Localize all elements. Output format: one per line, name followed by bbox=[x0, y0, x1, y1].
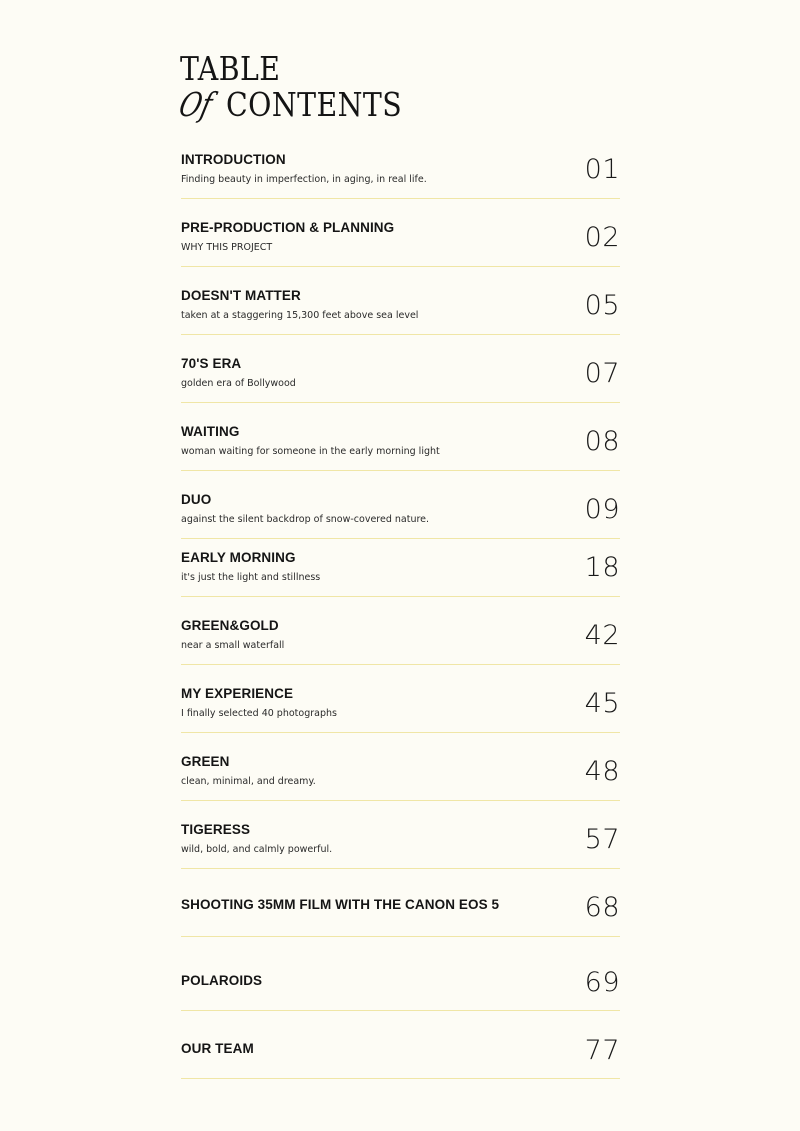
toc-entry-page-number: 69 bbox=[584, 967, 620, 998]
toc-entry-our-team[interactable] bbox=[181, 1034, 620, 1079]
toc-entry-shooting-35mm[interactable] bbox=[181, 890, 620, 937]
toc-entry-duo[interactable] bbox=[181, 492, 620, 539]
toc-entry-heading: EARLY MORNING bbox=[181, 550, 296, 565]
toc-entry-heading: PRE-PRODUCTION & PLANNING bbox=[181, 220, 395, 235]
title-line-contents bbox=[175, 85, 480, 124]
toc-entry-heading: MY EXPERIENCE bbox=[181, 686, 294, 701]
toc-entry-heading: GREEN&GOLD bbox=[181, 618, 279, 633]
toc-entry-page-number: 02 bbox=[584, 222, 620, 253]
toc-entry-pre-production[interactable] bbox=[181, 220, 620, 267]
toc-entry-page-number: 07 bbox=[584, 358, 620, 389]
toc-entry-heading: TIGERESS bbox=[181, 822, 251, 837]
toc-entry-heading: 70'S ERA bbox=[181, 356, 242, 371]
toc-entry-doesnt-matter[interactable] bbox=[181, 288, 620, 335]
toc-entry-subtitle: WHY THIS PROJECT bbox=[181, 242, 273, 253]
toc-entry-heading: OUR TEAM bbox=[181, 1041, 254, 1056]
toc-entry-page-number: 18 bbox=[584, 552, 620, 583]
title-contents-word: CONTENTS bbox=[226, 85, 403, 124]
toc-entry-page-number: 68 bbox=[584, 892, 620, 923]
toc-entry-page-number: 45 bbox=[584, 688, 620, 719]
toc-entry-heading: DUO bbox=[181, 492, 212, 507]
toc-entry-subtitle: woman waiting for someone in the early morning light bbox=[181, 446, 440, 457]
toc-entry-heading: DOESN'T MATTER bbox=[181, 288, 301, 303]
toc-entry-page-number: 77 bbox=[584, 1035, 620, 1066]
toc-entry-green[interactable] bbox=[181, 754, 620, 801]
toc-entry-subtitle: I finally selected 40 photographs bbox=[181, 708, 337, 719]
toc-entry-subtitle: near a small waterfall bbox=[181, 640, 285, 651]
toc-entry-page-number: 08 bbox=[584, 426, 620, 457]
toc-entry-polaroids[interactable] bbox=[181, 966, 620, 1011]
toc-entry-page-number: 05 bbox=[584, 290, 620, 321]
toc-entry-page-number: 09 bbox=[584, 494, 620, 525]
toc-entry-heading: SHOOTING 35MM FILM WITH THE CANON EOS 5 bbox=[181, 897, 500, 912]
toc-entry-heading: INTRODUCTION bbox=[181, 152, 286, 167]
title-of-script: Of bbox=[175, 85, 217, 124]
toc-entry-waiting[interactable] bbox=[181, 424, 620, 471]
toc-entry-introduction[interactable] bbox=[181, 152, 620, 199]
toc-entry-tigeress[interactable] bbox=[181, 822, 620, 869]
toc-entry-green-gold[interactable] bbox=[181, 618, 620, 665]
toc-entry-heading: POLAROIDS bbox=[181, 973, 263, 988]
page-title bbox=[175, 49, 480, 124]
toc-entry-70s-era[interactable] bbox=[181, 356, 620, 403]
toc-entry-page-number: 57 bbox=[584, 824, 620, 855]
toc-entry-page-number: 42 bbox=[584, 620, 620, 651]
toc-entry-heading: GREEN bbox=[181, 754, 230, 769]
toc-entry-subtitle: Finding beauty in imperfection, in aging, in real life. bbox=[181, 174, 427, 185]
title-line-table: TABLE bbox=[180, 49, 281, 88]
toc-entry-subtitle: wild, bold, and calmly powerful. bbox=[181, 844, 333, 855]
toc-entry-subtitle: it's just the light and stillness bbox=[181, 572, 321, 583]
toc-entry-page-number: 01 bbox=[584, 154, 620, 185]
toc-entry-subtitle: against the silent backdrop of snow-covered nature. bbox=[181, 514, 430, 525]
toc-entry-my-experience[interactable] bbox=[181, 686, 620, 733]
toc-entry-subtitle: taken at a staggering 15,300 feet above sea level bbox=[181, 310, 419, 321]
toc-entry-early-morning[interactable] bbox=[181, 550, 620, 597]
toc-entry-page-number: 48 bbox=[584, 756, 620, 787]
toc-entry-heading: WAITING bbox=[181, 424, 240, 439]
toc-entry-subtitle: golden era of Bollywood bbox=[181, 378, 296, 389]
toc-entry-subtitle: clean, minimal, and dreamy. bbox=[181, 776, 316, 787]
